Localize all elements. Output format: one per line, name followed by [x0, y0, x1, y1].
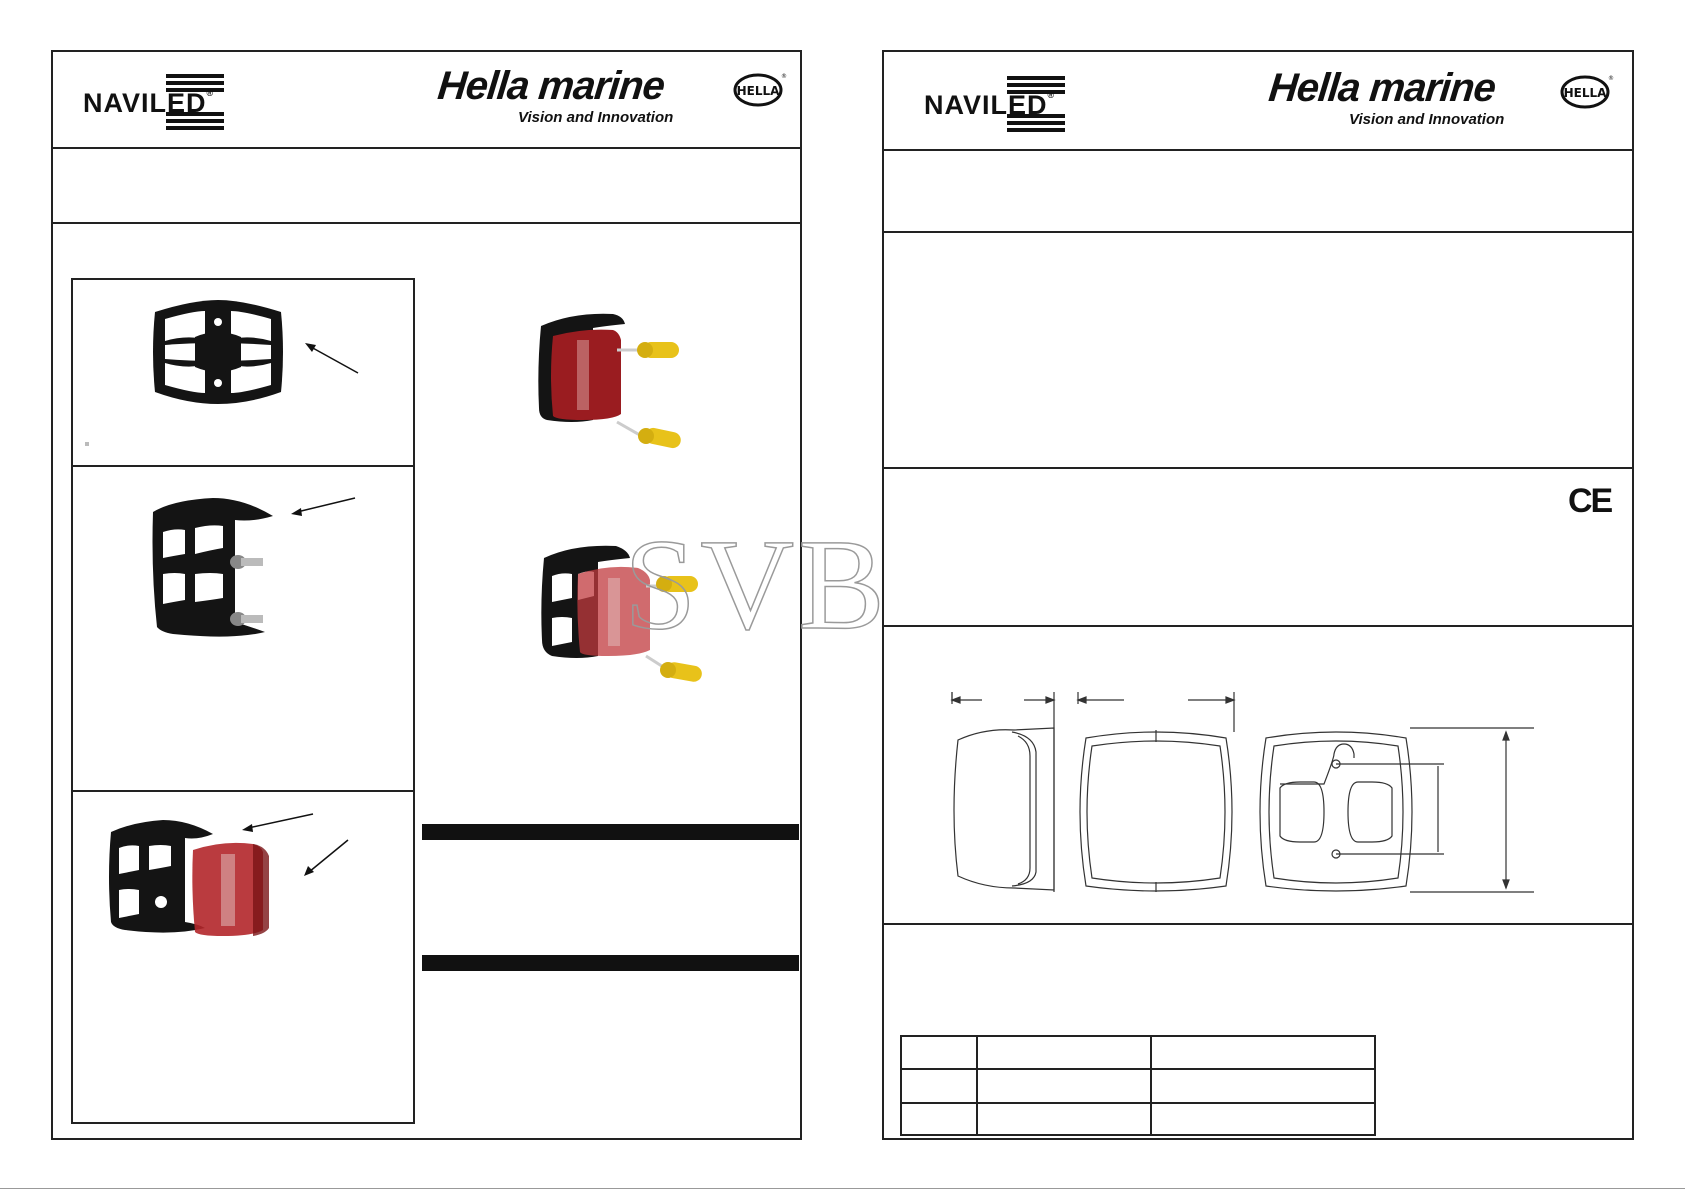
screwdriver-icon [617, 342, 679, 358]
dimension-drawing [944, 692, 1584, 922]
section-bar-2 [422, 955, 799, 971]
table-row [901, 1036, 1375, 1069]
page-bottom-edge [0, 1188, 1685, 1189]
hella-tagline: Vision and Innovation [1349, 111, 1505, 128]
arrow-icon [242, 814, 313, 832]
hella-badge-text: HELLA [736, 84, 780, 98]
table-row [901, 1103, 1375, 1135]
bracket-screws-illustration [133, 482, 413, 652]
small-mark [85, 442, 89, 446]
table-cell [901, 1036, 977, 1069]
table-cell [901, 1069, 977, 1103]
screw-icon [230, 555, 263, 569]
mounting-bracket-illustration [133, 297, 393, 447]
naviled-wordmark: NAVILED [924, 90, 1048, 120]
lens-assembly-illustration [103, 812, 383, 962]
section-bar-1 [422, 824, 799, 840]
screwdriver-icon [646, 656, 703, 683]
table-cell [1151, 1103, 1375, 1135]
back-view-drawing [1260, 728, 1534, 892]
registered-mark: ® [206, 88, 215, 98]
table-cell [901, 1103, 977, 1135]
table-row [901, 1069, 1375, 1103]
arrow-icon [291, 498, 355, 516]
right-title-divider [884, 231, 1632, 233]
lamp-screwdriver-illustration-1 [533, 308, 733, 458]
registered-mark: ® [1047, 90, 1056, 100]
screwdriver-icon [617, 422, 682, 450]
right-section-divider-3 [884, 923, 1632, 925]
svg-text:®: ® [781, 73, 787, 80]
hella-badge-icon [1560, 74, 1612, 110]
screw-icon [230, 612, 263, 626]
hella-marine-wordmark: Hella marine [1266, 66, 1498, 110]
ce-mark-icon: CE [1568, 482, 1612, 520]
hella-tagline: Vision and Innovation [518, 109, 674, 126]
table-cell [1151, 1069, 1375, 1103]
left-title-divider [53, 222, 800, 224]
table-cell [1151, 1036, 1375, 1069]
hella-badge-icon [733, 72, 785, 108]
front-view-drawing [1078, 692, 1234, 892]
right-section-divider-1 [884, 467, 1632, 469]
naviled-wordmark: NAVILED [83, 88, 207, 118]
table-cell [977, 1069, 1151, 1103]
svg-text:®: ® [1608, 75, 1614, 82]
naviled-logo [83, 74, 243, 130]
arrow-icon [304, 840, 348, 876]
svb-watermark: SVB [624, 513, 889, 657]
arrow-icon [305, 343, 358, 373]
right-header-divider [884, 149, 1632, 151]
hella-marine-wordmark: Hella marine [435, 64, 667, 108]
table-cell [977, 1103, 1151, 1135]
table-cell [977, 1036, 1151, 1069]
hella-badge-text: HELLA [1563, 86, 1607, 100]
left-header-divider [53, 147, 800, 149]
right-sheet [882, 50, 1634, 1140]
right-section-divider-2 [884, 625, 1632, 627]
side-view-drawing [952, 692, 1054, 892]
spec-table [900, 1035, 1376, 1136]
naviled-logo [924, 76, 1084, 132]
